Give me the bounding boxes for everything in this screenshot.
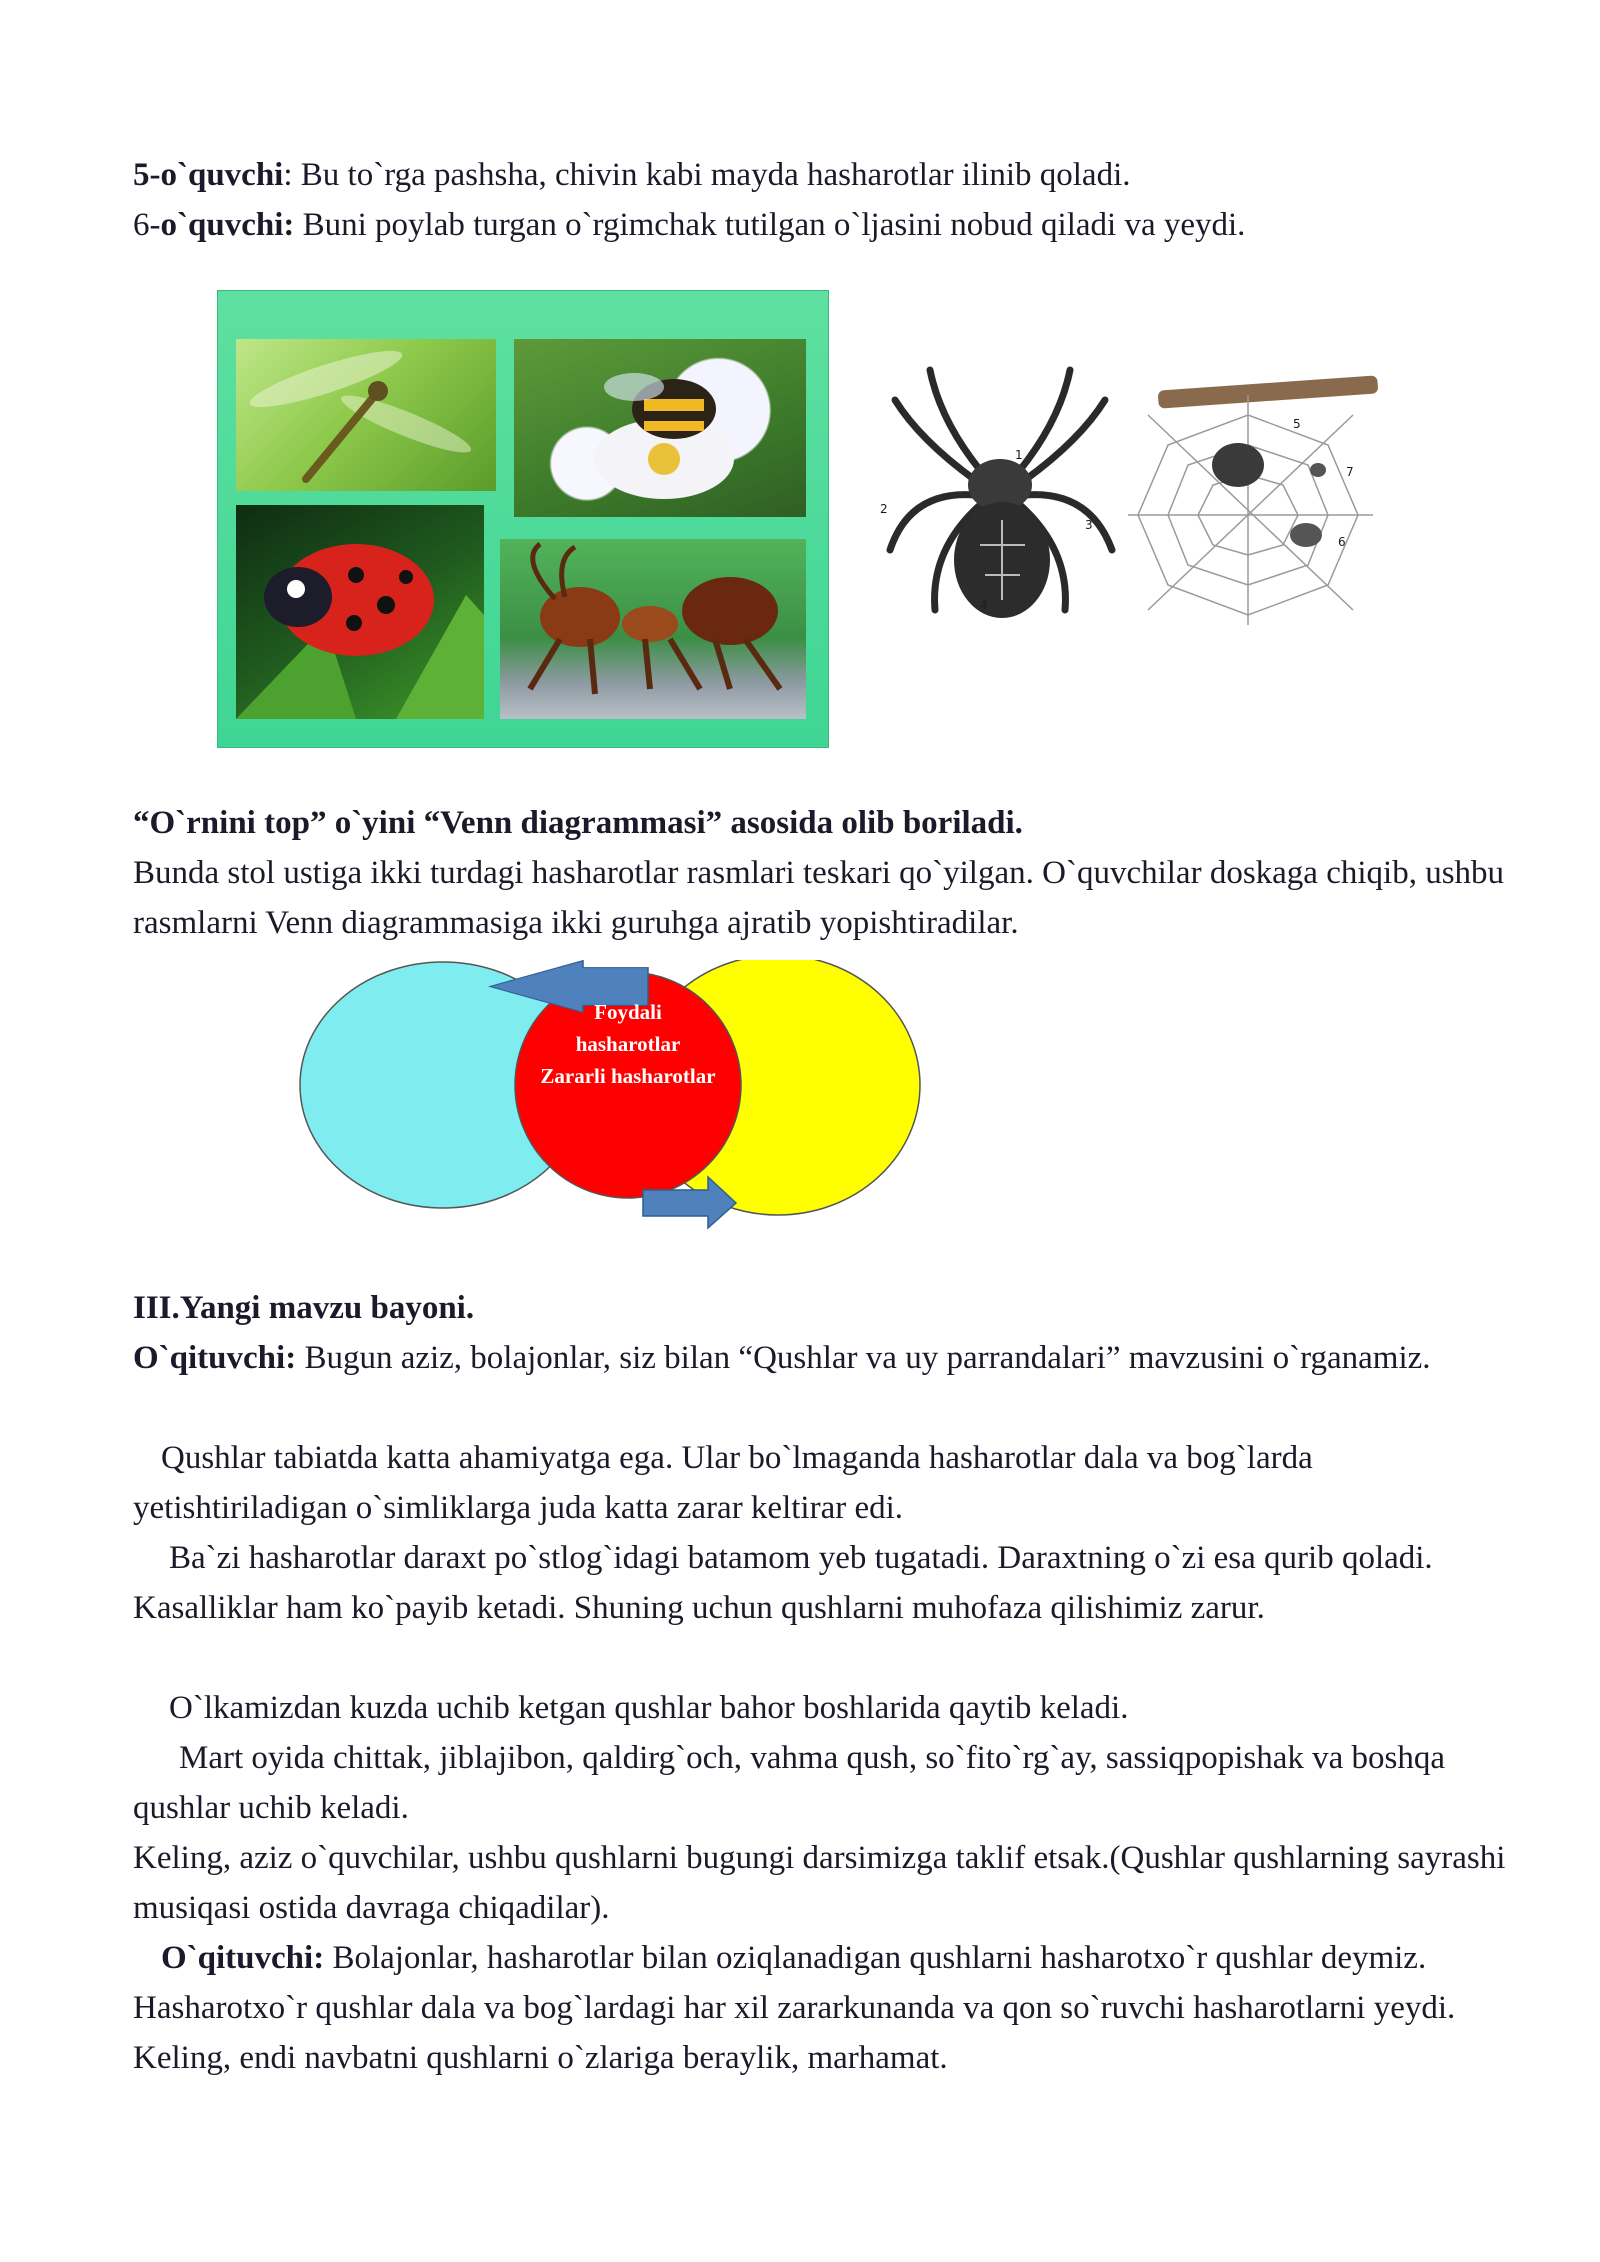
- spider-web-image: [1128, 375, 1378, 630]
- venn-label-line-2: hasharotlar: [575, 1032, 681, 1056]
- paragraph-1: [133, 1433, 1513, 1533]
- student-5-line: [133, 150, 1513, 200]
- paragraph-4: [133, 1733, 1513, 1833]
- paragraph-5-text: Keling, aziz o`quvchilar, ushbu qushlarni bugungi darsimizga taklif etsak.(Qushlar qushlarning sayrashi musiqasi ostida davraga chiqadilar).: [133, 1840, 1506, 1926]
- teacher-intro-text: Bugun aziz, bolajonlar, siz bilan “Qushlar va uy parrandalari” mavzusini o`rganamiz.: [296, 1340, 1431, 1376]
- web-label-6: 6: [1338, 535, 1346, 549]
- dragonfly-photo: [236, 339, 496, 491]
- student-6-text: Buni poylab turgan o`rgimchak tutilgan o`ljasini nobud qiladi va yeydi.: [294, 207, 1246, 243]
- spider-label-1: 1: [1015, 448, 1023, 462]
- game-heading: [133, 798, 1513, 848]
- ant-photo: [500, 539, 806, 719]
- paragraph-3-text: O`lkamizdan kuzda uchib ketgan qushlar bahor boshlarida qaytib keladi.: [169, 1690, 1129, 1726]
- game-description-text: Bunda stol ustiga ikki turdagi hasharotlar rasmlari teskari qo`yilgan. O`quvchilar doskaga chiqib, ushbu rasmlarni Venn diagrammasiga ikki guruhga ajratib yopishtiradilar.: [133, 855, 1505, 941]
- student-6-prefix: 6-: [133, 207, 161, 243]
- teacher-label-1: O`qituvchi:: [133, 1340, 297, 1376]
- section-heading-text: III.Yangi mavzu bayoni.: [133, 1290, 475, 1326]
- ladybug-photo: [236, 505, 484, 719]
- student-6-line: [133, 200, 1513, 250]
- paragraph-5: [133, 1833, 1513, 1933]
- teacher-closing: [133, 1933, 1513, 2083]
- venn-diagram: [298, 960, 938, 1265]
- venn-label-line-3: Zararli hasharotlar: [540, 1064, 716, 1088]
- insect-collage-image: [218, 291, 828, 747]
- spider-label-2: 2: [880, 502, 888, 516]
- paragraph-2-text: Ba`zi hasharotlar daraxt po`stlog`idagi batamom yeb tugatadi. Daraxtning o`zi esa qurib qoladi. Kasalliklar ham ko`payib ketadi. Shuning uchun qushlarni muhofaza qilishimiz zarur.: [133, 1540, 1433, 1626]
- bee-photo: [514, 339, 806, 517]
- teacher-label-2: O`qituvchi:: [161, 1940, 325, 1976]
- web-label-7: 7: [1346, 465, 1354, 479]
- teacher-intro: [133, 1333, 1513, 1383]
- paragraph-4-text: Mart oyida chittak, jiblajibon, qaldirg`och, vahma qush, so`fito`rg`ay, sassiqpopishak va boshqa qushlar uchib keladi.: [133, 1740, 1445, 1826]
- section-heading: [133, 1283, 1513, 1333]
- spider-label-3: 3: [1085, 518, 1093, 532]
- student-5-text: : Bu to`rga pashsha, chivin kabi mayda hasharotlar ilinib qoladi.: [283, 157, 1131, 193]
- game-heading-text: “O`rnini top” o`yini “Venn diagrammasi” asosida olib boriladi.: [133, 805, 1023, 841]
- paragraph-2: [133, 1533, 1513, 1633]
- web-label-5: 5: [1293, 417, 1301, 431]
- teacher-closing-text: Bolajonlar, hasharotlar bilan oziqlanadigan qushlarni hasharotxo`r qushlar deymiz. Hasharotxo`r qushlar dala va bog`lardagi har xil zararkunanda va qon so`ruvchi hasharotlarni yeydi. Keling, endi navbatni qushlarni o`zlariga beraylik, marhamat.: [133, 1940, 1456, 2076]
- student-6-label: o`quvchi:: [160, 207, 295, 243]
- game-description: [133, 848, 1513, 948]
- spider-label-4: 4: [980, 598, 988, 612]
- venn-center-label: [518, 996, 738, 1092]
- paragraph-3: [133, 1683, 1513, 1733]
- spider-anatomy-image: [880, 360, 1120, 650]
- paragraph-1-text: Qushlar tabiatda katta ahamiyatga ega. Ular bo`lmaganda hasharotlar dala va bog`larda yetishtiriladigan o`simliklarga juda katta zarar keltirar edi.: [133, 1440, 1313, 1526]
- venn-label-line-1: Foydali: [594, 1000, 662, 1024]
- student-5-label: 5-o`quvchi: [133, 157, 284, 193]
